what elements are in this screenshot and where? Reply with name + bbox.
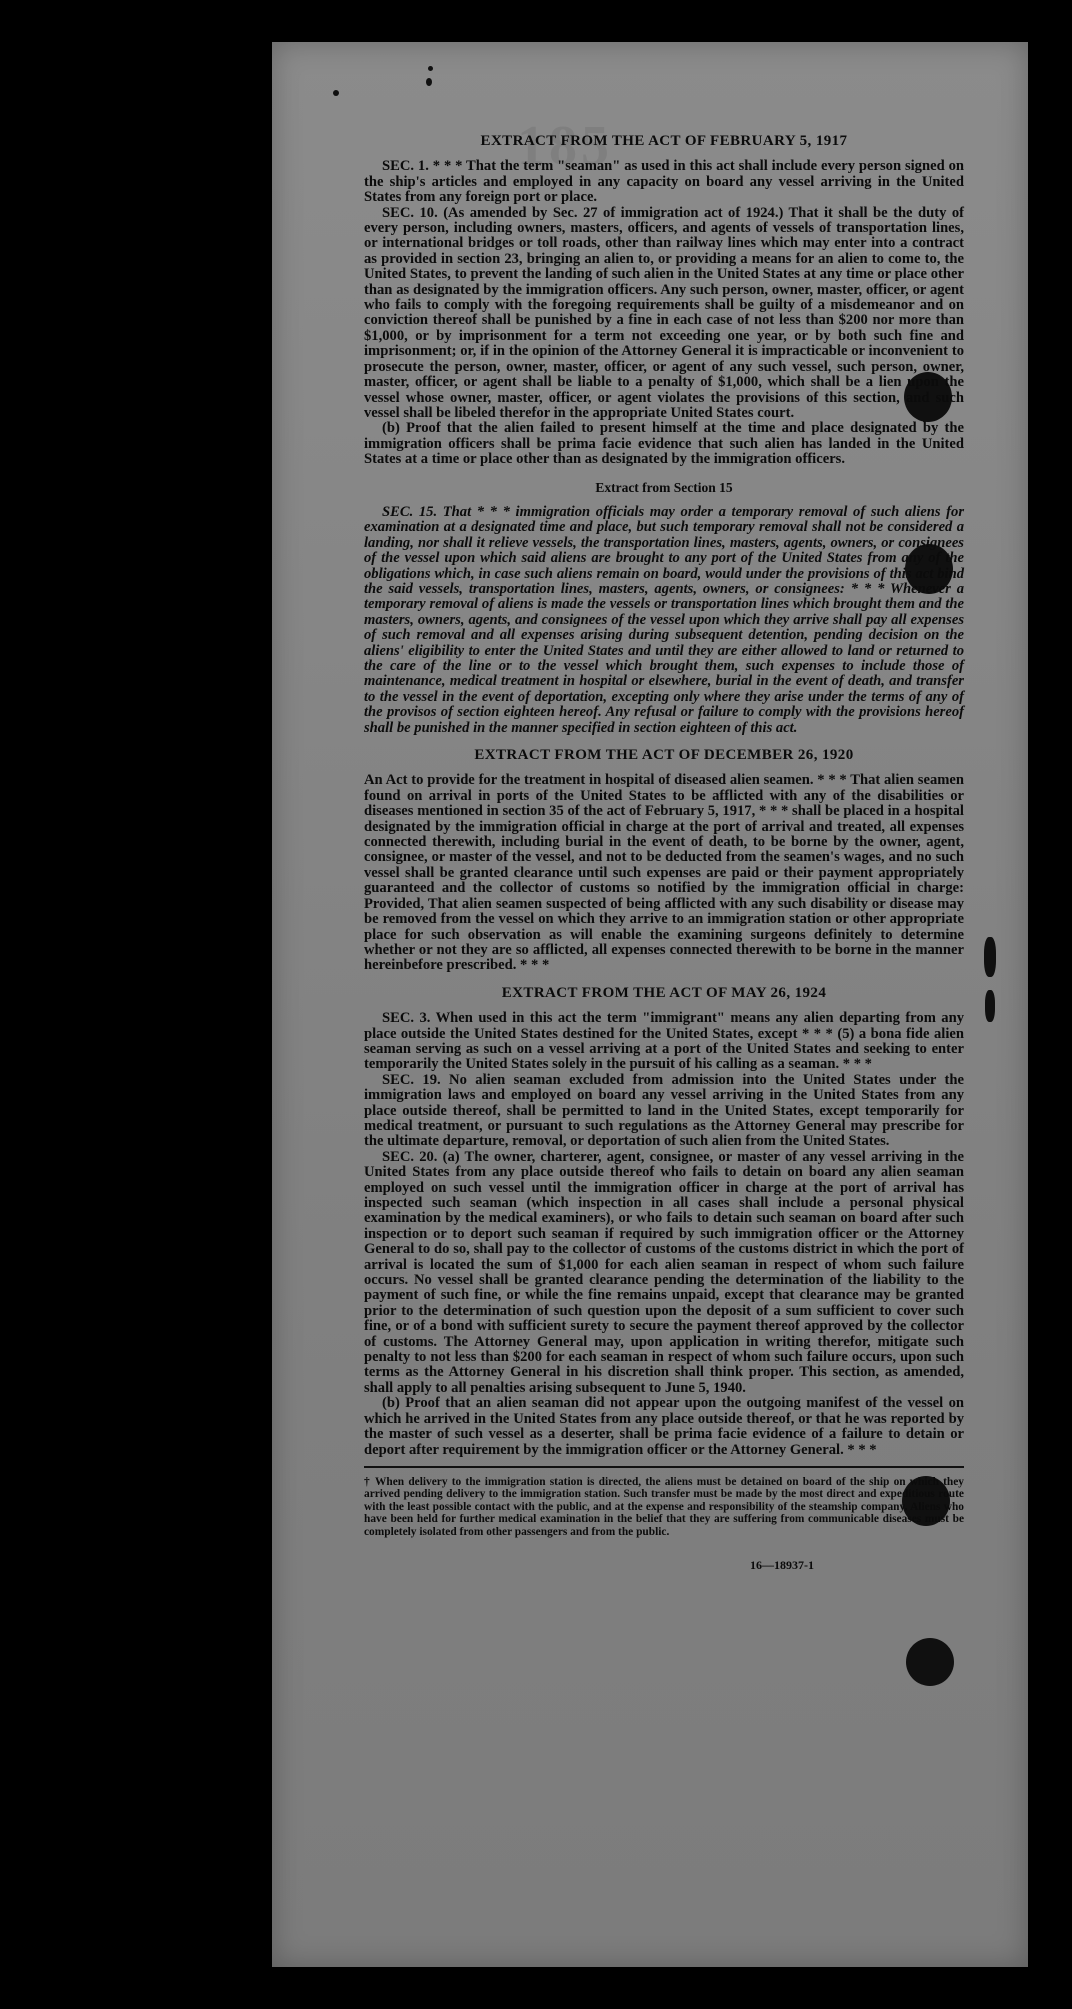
blot-mark [985, 990, 995, 1022]
section-heading: EXTRACT FROM THE ACT OF DECEMBER 26, 1920 [474, 747, 854, 764]
faint-stamp-mark: 185 [517, 115, 613, 177]
paragraph: (b) Proof that the alien failed to present himself at the time and place designated by the immigration officers shall be prima facie evidence that such alien has landed in the United States at a time or place other than as designated by the immigration officers. [364, 420, 964, 468]
paragraph: SEC. 3. When used in this act the term "immigrant" means any alien departing from any place outside the United States destined for the United States, except * * * (5) a bona fide alien seaman serving as such on a vessel arriving at a port of the United States and seeking to enter temporarily the United States solely in the pursuit of his calling as a seaman. * * * [364, 1010, 964, 1073]
paragraph: An Act to provide for the treatment in hospital of diseased alien seamen. * * * That alien seamen found on arrival in ports of the United States to be afflicted with any of the disabilities or diseases mentioned in section 35 of the act of February 5, 1917, * * * shall be placed in a hospital designated by the immigration official in charge at the port of arrival and treated, all expenses connected therewith, including burial in the event of death, to be borne by the owner, agent, consignee, or master of the vessel, and not to be deducted from the seamen's wages, and no such vessel shall be granted clearance until such expenses are paid or their payment appropriately guaranteed and the collector of customs so notified by the immigration official in charge: Provided, That alien seamen suspected of being afflicted with any such disability or disease may be removed from the vessel on which they arrive to an immigration station or other appropriate place for such observation as will enable the examining surgeons definitely to determine whether or not they are so afflicted, all expenses connected therewith to be borne in the manner hereinbefore prescribed. * * * [364, 772, 964, 974]
paragraph: SEC. 15. That * * * immigration officials may order a temporary removal of such aliens for examination at a designated time and place, but such temporary removal shall not be considered a landing, nor shall it relieve vessels, the transportation lines, masters, agents, owners, or consignees of the vessel upon which said aliens are brought to any port of the United States from any of the obligations which, in case such aliens remain on board, would under the provisions of this act bind the said vessels, transportation lines, masters, agents, owners, or consignees: * * * Whenever a temporary removal of aliens is made the vessels or transportation lines which brought them and the masters, owners, agents, and consignees of the vessel upon which they arrive shall pay all expenses of such removal and all expenses arising during subsequent detention, pending decision on the aliens' eligibility to enter the United States and until they are either allowed to land or returned to the care of the line or to the vessel which brought them, such expenses to include those of maintenance, medical treatment in hospital or elsewhere, burial in the event of death, and transfer to the vessel in the event of deportation, excepting only where they arise under the terms of any of the provisos of section eighteen hereof. Any refusal or failure to comply with the provisions hereof shall be punished in the manner specified in section eighteen of this act. [364, 503, 964, 736]
punch-hole-mark [906, 1638, 954, 1686]
blot-mark [984, 937, 996, 977]
paragraph: SEC. 20. (a) The owner, charterer, agent, consignee, or master of any vessel arriving in the United States from any place outside thereof who fails to detain on board any alien seaman employed on such vessel until the immigration officer in charge at the port of arrival has inspected such seaman (which inspection in all cases shall include a personal physical examination by the medical examiners), or who fails to detain such seaman on board after such inspection or to deport such seaman if required by such immigration officer or the Attorney General to do so, shall pay to the collector of customs of the customs district in which the port of arrival is located the sum of $1,000 for each alien seaman in respect of whom such failure occurs. No vessel shall be granted clearance pending the determination of the liability to the payment of such fine, or while the fine remains unpaid, except that clearance may be granted prior to the determination of such question upon the deposit of a sum sufficient to cover such fine, or of a bond with sufficient surety to secure the payment thereof approved by the collector of customs. The Attorney General may, upon application in writing therefor, mitigate such penalty to not less than $200 for each seaman in respect of whom such failure occurs, upon such terms as the Attorney General in his discretion shall think proper. This section, as amended, shall apply to all penalties arising subsequent to June 5, 1940. [364, 1148, 964, 1396]
footnote: † When delivery to the immigration station is directed, the aliens must be detained on board of the ship on which they arrived pending delivery to the immigration station. Such transfer must be made by the most direct and expeditious route with the least possible contact with the public, and at the expense and responsibility of the steamship company. Aliens who have been held for further medical examination in the belief that they are suffering from communicable diseases must be completely isolated from other passengers and from the public. [364, 1475, 964, 1538]
divider [364, 1466, 964, 1468]
section-heading: EXTRACT FROM THE ACT OF FEBRUARY 5, 1917 [480, 133, 848, 149]
document-page [272, 42, 1028, 1967]
blot-mark [333, 90, 339, 96]
paragraph: SEC. 1. * * * That the term "seaman" as used in this act shall include every person signed on the ship's articles and employed in any capacity on board any vessel arriving in the United States from any foreign port or place. [364, 158, 964, 206]
blot-mark [428, 66, 433, 71]
form-number: 16—18937-1 [750, 1557, 814, 1572]
section-heading: EXTRACT FROM THE ACT OF MAY 26, 1924 [501, 984, 827, 1001]
document-body [364, 134, 964, 1573]
blot-mark [426, 78, 432, 86]
section-heading: Extract from Section 15 [595, 479, 733, 495]
paragraph: SEC. 19. No alien seaman excluded from admission into the United States under the immigration laws and employed on board any vessel arriving in the United States from any place outside thereof, shall be permitted to land in the United States, except temporarily for medical treatment, or pursuant to such regulations as the Attorney General may prescribe for the ultimate departure, removal, or deportation of such alien from the United States. [364, 1071, 964, 1150]
paragraph: SEC. 10. (As amended by Sec. 27 of immigration act of 1924.) That it shall be the duty of every person, including owners, masters, officers, and agents of vessels of transportation lines, or international bridges or toll roads, other than railway lines which may enter into a contract as provided in section 23, bringing an alien to, or providing a means for an alien to come to, the United States, to prevent the landing of such alien in the United States at any time or place other than as designated by the immigration officers. Any such person, owner, master, officer, or agent who fails to comply with the foregoing requirements shall be guilty of a misdemeanor and on conviction thereof shall be punished by a fine in each case of not less than $200 nor more than $1,000, or by imprisonment for a term not exceeding one year, or by both such fine and imprisonment; or, if in the opinion of the Attorney General it is impracticable or inconvenient to prosecute the person, owner, master, officer, or agent of any such vessel, such person, owner, master, officer, or agent shall be liable to a penalty of $1,000, which shall be a lien upon the vessel whose owner, master, officer, or agent violates the provisions of this section, and such vessel shall be libeled therefor in the appropriate United States court. [364, 204, 964, 421]
paragraph: (b) Proof that an alien seaman did not appear upon the outgoing manifest of the vessel on which he arrived in the United States from any place outside thereof, or that he was reported by the master of such vessel as a deserter, shall be prima facie evidence of a failure to detain or deport after requirement by the immigration officer or the Attorney General. * * * [364, 1395, 964, 1458]
